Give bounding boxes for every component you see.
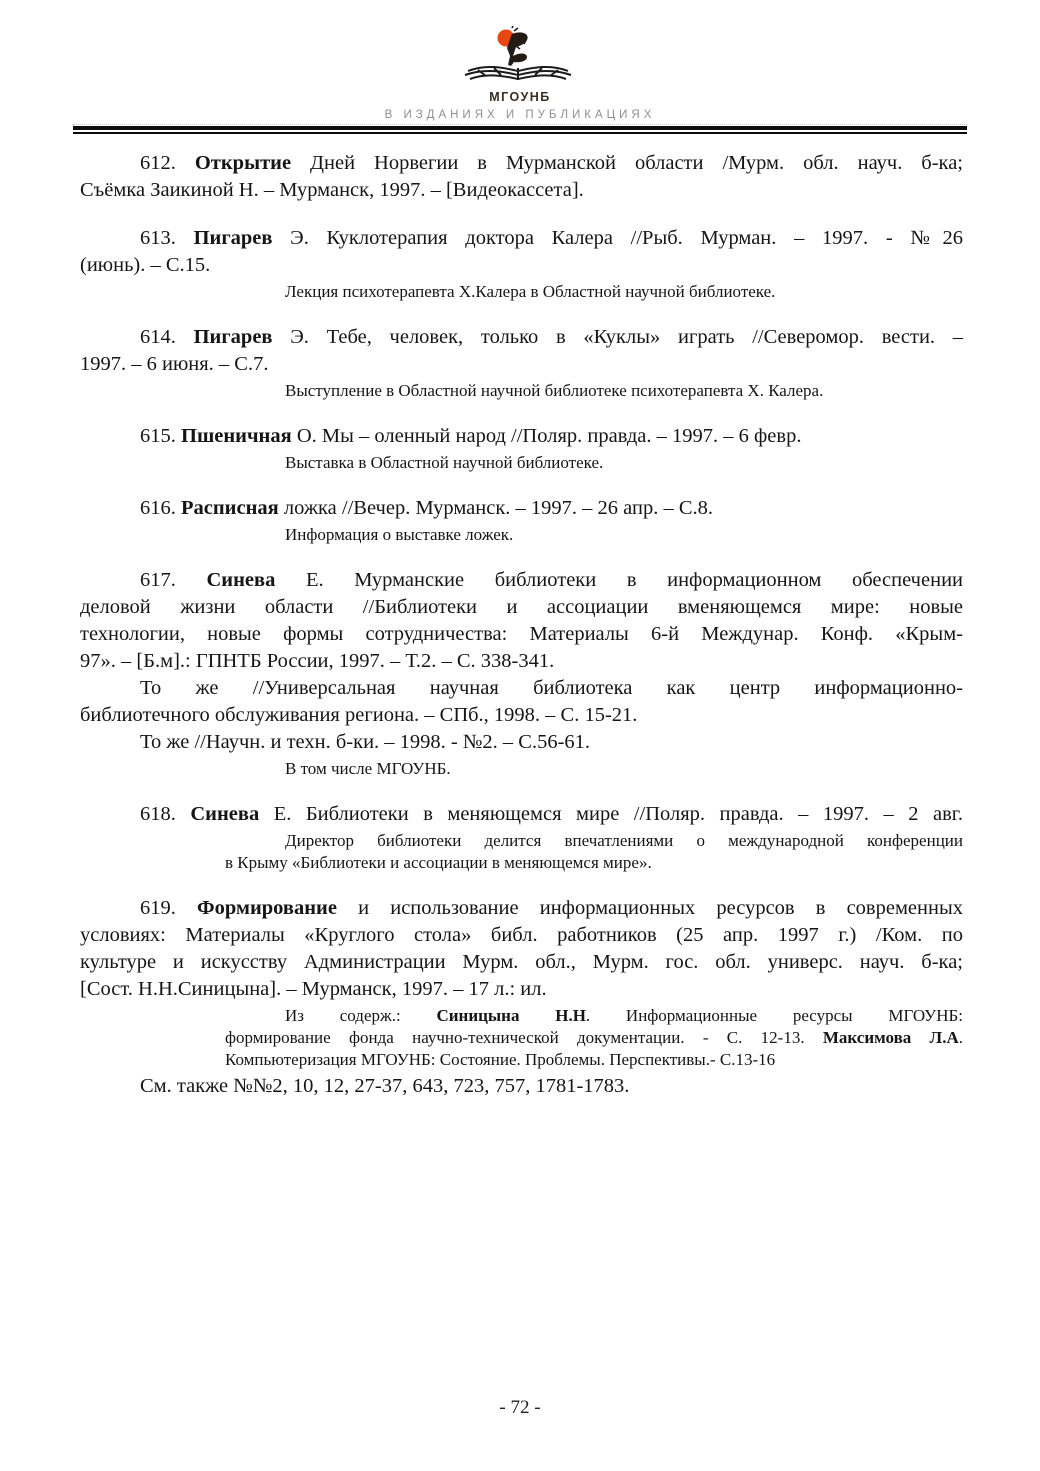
annotation [225, 830, 963, 874]
entry-line [80, 729, 963, 756]
annotation [225, 524, 963, 546]
entry-number: 614. [140, 326, 194, 348]
annotation-text: Из содерж.: [285, 1006, 437, 1025]
entry-heading: Синева [190, 803, 260, 825]
annotation-text: Компьютеризация МГОУНБ: Состояние. Проблемы. Перспективы.- С.13-16 [225, 1050, 776, 1069]
entry-text: Дней Норвегии в Мурманской области /Мурм. обл. науч. б-ка; [291, 152, 963, 174]
entry-text: 1997. – 6 июня. – С.7. [80, 353, 269, 375]
entry-line [80, 567, 963, 594]
annotation [225, 281, 963, 303]
entry-line [80, 351, 963, 378]
bib-entry-613 [80, 225, 963, 279]
page-header [0, 26, 1040, 134]
entry-line [80, 801, 963, 828]
library-logo-icon [454, 26, 586, 84]
annotation-author: Максимова Л.А [822, 1028, 959, 1047]
page-footer [0, 1397, 1040, 1419]
annotation-text: Директор библиотеки делится впечатлениями о международной конференции [285, 831, 963, 850]
bib-entry-619 [80, 895, 963, 1003]
bib-entry-615 [80, 423, 963, 450]
entry-heading: Пшеничная [181, 425, 292, 447]
annotation-author: Синицына Н.Н [436, 1006, 586, 1025]
see-also-note [80, 1073, 963, 1100]
annotation-text: Лекция психотерапевта Х.Калера в Областной научной библиотеке. [285, 282, 776, 301]
annotation-text: в Крыму «Библиотеки и ассоциации в меняющемся мире». [225, 853, 652, 872]
bib-entry-616 [80, 495, 963, 522]
entry-text: То же //Универсальная научная библиотека как центр информационно- [140, 677, 963, 699]
entry-number: 613. [140, 227, 194, 249]
annotation-text: В том числе МГОУНБ. [285, 759, 451, 778]
annotation-text: . Информационные ресурсы МГОУНБ: [585, 1006, 963, 1025]
bib-continuation [80, 729, 963, 756]
entry-text: То же //Научн. и техн. б-ки. – 1998. - №2. – С.56-61. [140, 731, 591, 753]
entry-line [80, 1073, 963, 1100]
annotation [225, 758, 963, 780]
bib-entry-614 [80, 324, 963, 378]
annotation [225, 1005, 963, 1071]
entry-number: 619. [140, 897, 198, 919]
entry-line [80, 976, 963, 1003]
annotation-text: формирование фонда научно-технической документации. - С. 12-13. [225, 1028, 823, 1047]
entry-line [80, 423, 963, 450]
annotation-text: Информация о выставке ложек. [285, 525, 514, 544]
entry-text: условиях: Материалы «Круглого стола» библ. работников (25 апр. 1997 г.) /Ком. по [80, 924, 963, 946]
entry-text: деловой жизни области //Библиотеки и ассоциации вменяющемся мире: новые [80, 596, 963, 618]
logo-caption: МГОУНБ [489, 90, 551, 104]
entry-line [80, 702, 963, 729]
entry-line [80, 922, 963, 949]
entry-heading: Пигарев [193, 326, 273, 348]
entry-text: Э. Куклотерапия доктора Калера //Рыб. Мурман. – 1997. - №26 [272, 227, 963, 249]
page-number: - 72 - [499, 1397, 541, 1418]
entry-text: культуре и искусству Администрации Мурм. обл., Мурм. гос. обл. универс. науч. б-ка; [80, 951, 963, 973]
entry-number: 617. [140, 569, 207, 591]
entry-line [80, 252, 963, 279]
annotation-line [225, 852, 963, 874]
header-subtitle: В ИЗДАНИЯХ И ПУБЛИКАЦИЯХ [384, 109, 656, 121]
entry-heading: Пигарев [193, 227, 273, 249]
entry-line [80, 150, 963, 177]
annotation-text: Выступление в Областной научной библиотеке психотерапевта Х. Калера. [285, 381, 824, 400]
annotation-line [225, 380, 963, 402]
entry-number: 612. [140, 152, 195, 174]
entry-line [80, 594, 963, 621]
bib-entry-612 [80, 150, 963, 204]
annotation-line [225, 524, 963, 546]
entry-heading: Открытие [194, 152, 292, 174]
entry-number: 615. [140, 425, 181, 447]
entry-text: О. Мы – оленный народ //Поляр. правда. – 1997. – 6 февр. [291, 425, 802, 447]
entry-line [80, 949, 963, 976]
annotation-text: . [958, 1028, 963, 1047]
bibliography-content [80, 150, 963, 1100]
entry-line [80, 675, 963, 702]
entry-line [80, 648, 963, 675]
entry-text: Е. Библиотеки в меняющемся мире //Поляр. правда. – 1997. – 2 авг. [259, 803, 963, 825]
entry-line [80, 895, 963, 922]
see-also-text: См. также №№2, 10, 12, 27-37, 643, 723, 757, 1781-1783. [140, 1075, 630, 1097]
annotation-line [225, 1027, 963, 1049]
bib-continuation [80, 675, 963, 729]
entry-line [80, 495, 963, 522]
library-logo [450, 26, 590, 104]
annotation-line [225, 452, 963, 474]
bib-entry-617 [80, 567, 963, 675]
entry-text: технологии, новые формы сотрудничества: Материалы 6-й Междунар. Конф. «Крым- [80, 623, 963, 645]
annotation-line [225, 1005, 963, 1027]
entry-number: 618. [140, 803, 191, 825]
annotation [225, 380, 963, 402]
annotation-line [225, 758, 963, 780]
header-double-rule [73, 126, 967, 134]
entry-line [80, 621, 963, 648]
annotation-text: Выставка в Областной научной библиотеке. [285, 453, 604, 472]
entry-text: библиотечного обслуживания региона. – СПб., 1998. – С. 15-21. [80, 704, 638, 726]
entry-heading: Синева [206, 569, 276, 591]
entry-text: [Сост. Н.Н.Синицына]. – Мурманск, 1997. – 17 л.: ил. [80, 978, 547, 1000]
entry-line [80, 324, 963, 351]
bib-entry-618 [80, 801, 963, 828]
entry-text: Е. Мурманские библиотеки в информационном обеспечении [275, 569, 964, 591]
header-dotted-divider [73, 124, 967, 125]
entry-line [80, 177, 963, 204]
entry-text: Съёмка Заикиной Н. – Мурманск, 1997. – [Видеокассета]. [80, 179, 584, 201]
entry-heading: Формирование [197, 897, 337, 919]
annotation [225, 452, 963, 474]
annotation-line [225, 1049, 963, 1071]
annotation-line [225, 830, 963, 852]
annotation-line [225, 281, 963, 303]
entry-number: 616. [140, 497, 181, 519]
entry-text: Э. Тебе, человек, только в «Куклы» играть //Северомор. вести. – [272, 326, 964, 348]
entry-text: (июнь). – С.15. [80, 254, 211, 276]
entry-line [80, 225, 963, 252]
entry-text: и использование информационных ресурсов в современных [336, 897, 963, 919]
entry-text: 97». – [Б.м].: ГПНТБ России, 1997. – Т.2. – С. 338-341. [80, 650, 555, 672]
entry-heading: Расписная [181, 497, 279, 519]
entry-text: ложка //Вечер. Мурманск. – 1997. – 26 апр. – С.8. [278, 497, 714, 519]
